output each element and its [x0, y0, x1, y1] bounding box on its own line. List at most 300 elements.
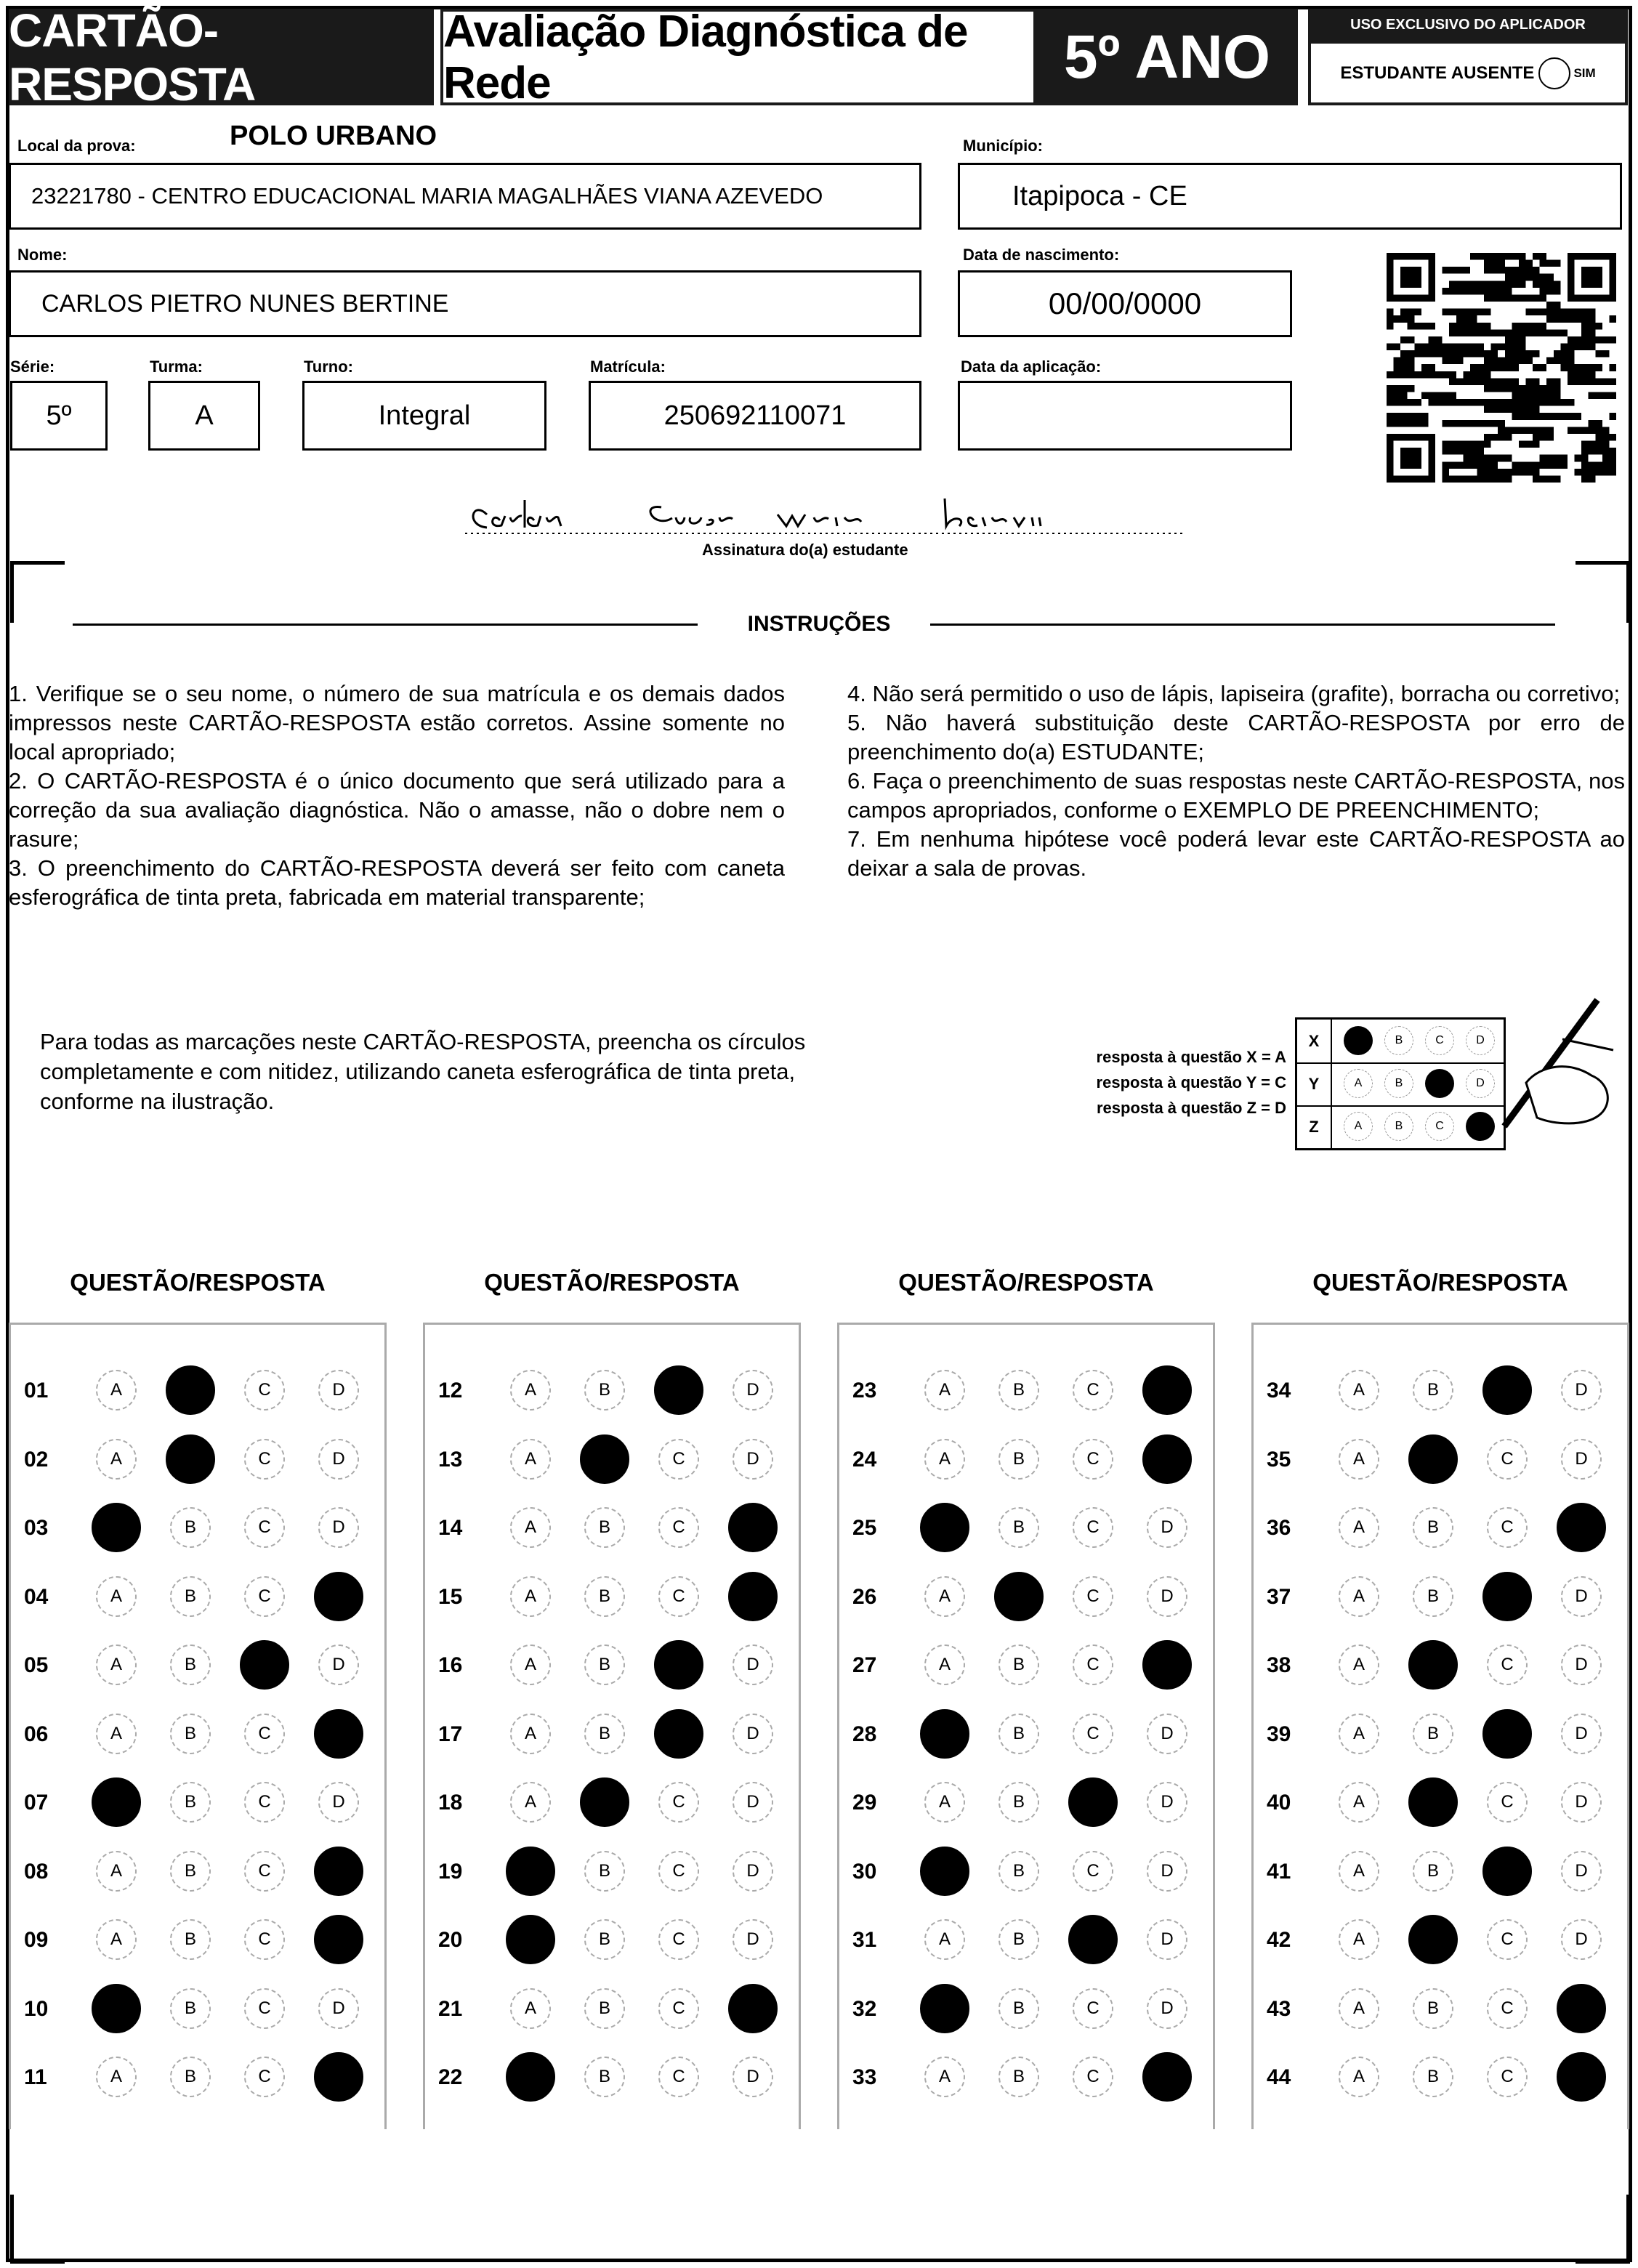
answer-bubble-a[interactable]: A	[924, 1439, 965, 1480]
answer-bubble-b[interactable]: B	[998, 1714, 1039, 1754]
answer-bubble-b[interactable]	[580, 1777, 629, 1827]
question-row	[11, 1714, 389, 1757]
answer-bubble-d[interactable]	[728, 1503, 778, 1552]
answer-bubble-d[interactable]	[314, 1709, 363, 1759]
answer-bubble-d[interactable]: D	[733, 1714, 773, 1754]
answer-bubble-d[interactable]	[1557, 1503, 1606, 1552]
example-legend-line: resposta à questão Z = D	[1096, 1099, 1286, 1117]
answer-bubble-a[interactable]: A	[510, 1782, 551, 1823]
answer-bubble-c[interactable]: C	[1073, 1507, 1113, 1548]
answer-bubble-a[interactable]	[92, 1984, 141, 2033]
question-row	[11, 1644, 389, 1688]
question-row	[11, 1507, 389, 1551]
answer-bubble-d[interactable]: D	[1147, 1576, 1187, 1617]
question-row	[1254, 1576, 1631, 1620]
turma-value: A	[195, 400, 214, 431]
answer-bubble-b[interactable]: B	[584, 1919, 625, 1960]
serie-label: Série:	[10, 358, 55, 376]
answer-bubble-c[interactable]	[654, 1709, 703, 1759]
question-number: 21	[438, 1996, 463, 2021]
question-row	[425, 1988, 803, 2032]
answer-bubble-d[interactable]: D	[1147, 1988, 1187, 2029]
answer-bubble-c[interactable]: C	[1073, 1988, 1113, 2029]
answer-bubble-d[interactable]: D	[318, 1439, 359, 1480]
answer-bubble-d[interactable]	[1557, 1984, 1606, 2033]
answer-bubble-a[interactable]: A	[510, 1370, 551, 1411]
question-number: 07	[24, 1791, 49, 1815]
answer-bubble-d[interactable]: D	[1147, 1782, 1187, 1823]
name-label: Nome:	[17, 246, 68, 264]
answer-bubble-b[interactable]: B	[170, 2057, 211, 2097]
answer-bubble-a[interactable]: A	[510, 1988, 551, 2029]
answer-bubble-d[interactable]: D	[733, 1782, 773, 1823]
answer-bubble-a[interactable]: A	[1339, 2057, 1379, 2097]
example-question-label: Z	[1297, 1105, 1332, 1148]
answer-bubble-d[interactable]	[314, 1915, 363, 1964]
answer-bubble-c[interactable]: C	[244, 1507, 285, 1548]
example-bubble-d: D	[1466, 1069, 1495, 1098]
answer-bubble-c[interactable]: C	[1487, 1782, 1528, 1823]
answer-bubble-b[interactable]: B	[584, 1644, 625, 1685]
answer-bubble-c[interactable]: C	[1073, 1439, 1113, 1480]
question-number: 32	[852, 1996, 877, 2021]
answer-bubble-d[interactable]: D	[733, 1439, 773, 1480]
dob-value: 00/00/0000	[1048, 286, 1202, 320]
question-number: 03	[24, 1516, 49, 1540]
question-row	[839, 1919, 1217, 1963]
question-row	[839, 1714, 1217, 1757]
example-row	[1297, 1105, 1504, 1148]
turno-value: Integral	[378, 400, 471, 431]
answer-bubble-b[interactable]: B	[170, 1919, 211, 1960]
question-number: 37	[1267, 1584, 1291, 1609]
answer-bubble-d[interactable]: D	[1561, 1644, 1602, 1685]
answer-bubble-a[interactable]: A	[1339, 1988, 1379, 2029]
answer-bubble-d[interactable]	[314, 1847, 363, 1896]
question-row	[1254, 1370, 1631, 1413]
answer-bubble-c[interactable]: C	[244, 1988, 285, 2029]
question-number: 44	[1267, 2065, 1291, 2089]
serie-value: 5º	[46, 400, 72, 431]
absent-box	[1308, 41, 1628, 105]
answer-bubble-d[interactable]	[1142, 2052, 1192, 2102]
question-number: 11	[24, 2065, 47, 2089]
question-row	[839, 1439, 1217, 1482]
question-row	[11, 1439, 389, 1482]
answer-bubble-b[interactable]	[1408, 1640, 1458, 1690]
answer-bubble-a[interactable]: A	[924, 1644, 965, 1685]
answer-column	[1251, 1323, 1629, 2129]
example-legend	[1025, 1044, 1286, 1121]
question-number: 36	[1267, 1516, 1291, 1540]
question-row	[1254, 1919, 1631, 1963]
answer-bubble-b[interactable]: B	[170, 1851, 211, 1892]
question-number: 14	[438, 1516, 463, 1540]
answer-bubble-a[interactable]	[920, 1503, 969, 1552]
question-number: 38	[1267, 1653, 1291, 1677]
answer-bubble-d[interactable]: D	[318, 1644, 359, 1685]
turno-field	[302, 381, 546, 451]
question-row	[11, 1919, 389, 1963]
instruction-item: 1. Verifique se o seu nome, o número de sua matrícula e os demais dados impressos neste CARTÃO-RESPOSTA estão corretos. Assine somente no local apropriado;	[9, 681, 785, 764]
answer-bubble-b[interactable]: B	[998, 1919, 1039, 1960]
answer-bubble-d[interactable]: D	[1561, 1439, 1602, 1480]
answer-bubble-c[interactable]: C	[1073, 1644, 1113, 1685]
answer-bubble-b[interactable]: B	[998, 2057, 1039, 2097]
answer-bubble-b[interactable]	[1408, 1915, 1458, 1964]
matricula-label: Matrícula:	[590, 358, 666, 376]
example-bubble-b: B	[1384, 1069, 1413, 1098]
answer-bubble-a[interactable]	[920, 1709, 969, 1759]
answer-bubble-a[interactable]: A	[1339, 1439, 1379, 1480]
answer-bubble-c[interactable]: C	[244, 1439, 285, 1480]
answer-bubble-a[interactable]: A	[96, 1370, 137, 1411]
example-bubble-a	[1344, 1026, 1373, 1055]
question-row	[839, 1851, 1217, 1894]
question-number: 04	[24, 1584, 49, 1609]
answer-bubble-c[interactable]: C	[244, 1782, 285, 1823]
answer-bubble-a[interactable]: A	[924, 1782, 965, 1823]
answer-bubble-d[interactable]: D	[733, 1919, 773, 1960]
answer-bubble-c[interactable]: C	[1073, 1714, 1113, 1754]
answer-bubble-a[interactable]: A	[510, 1576, 551, 1617]
answer-bubble-d[interactable]	[1142, 1640, 1192, 1690]
question-row	[425, 1714, 803, 1757]
answer-bubble-d[interactable]: D	[318, 1507, 359, 1548]
answer-column-title: QUESTÃO/RESPOSTA	[70, 1269, 326, 1296]
signature-label: Assinatura do(a) estudante	[702, 541, 908, 559]
answer-bubble-c[interactable]	[1068, 1777, 1118, 1827]
answer-bubble-a[interactable]: A	[1339, 1576, 1379, 1617]
answer-bubble-a[interactable]	[920, 1984, 969, 2033]
answer-bubble-b[interactable]	[994, 1572, 1044, 1621]
answer-bubble-d[interactable]	[314, 1572, 363, 1621]
answer-bubble-c[interactable]: C	[244, 1370, 285, 1411]
absent-circle[interactable]	[1538, 57, 1570, 89]
answer-bubble-c[interactable]: C	[244, 1714, 285, 1754]
answer-bubble-d[interactable]: D	[1147, 1714, 1187, 1754]
year-badge: 5º ANO	[1036, 9, 1298, 105]
answer-bubble-b[interactable]	[166, 1365, 215, 1415]
answer-bubble-b[interactable]: B	[998, 1988, 1039, 2029]
question-row	[11, 1576, 389, 1620]
corner-mark-br	[1576, 2195, 1630, 2264]
answer-bubble-b[interactable]: B	[998, 1439, 1039, 1480]
question-number: 30	[852, 1859, 877, 1884]
answer-bubble-d[interactable]: D	[733, 1851, 773, 1892]
local-label: Local da prova:	[17, 137, 136, 155]
name-value: CARLOS PIETRO NUNES BERTINE	[41, 289, 449, 318]
answer-bubble-a[interactable]: A	[510, 1644, 551, 1685]
answer-bubble-c[interactable]: C	[658, 1782, 699, 1823]
answer-bubble-a[interactable]	[506, 1915, 555, 1964]
name-field	[9, 270, 921, 337]
municipio-field	[958, 163, 1622, 230]
answer-bubble-b[interactable]: B	[170, 1576, 211, 1617]
answer-bubble-d[interactable]: D	[1561, 1370, 1602, 1411]
question-number: 42	[1267, 1928, 1291, 1952]
answer-bubble-c[interactable]	[654, 1640, 703, 1690]
answer-bubble-c[interactable]: C	[658, 1576, 699, 1617]
answer-bubble-c[interactable]: C	[1073, 1851, 1113, 1892]
question-row	[425, 1644, 803, 1688]
answer-bubble-b[interactable]: B	[584, 1370, 625, 1411]
answer-bubble-c[interactable]	[240, 1640, 289, 1690]
example-question-label: Y	[1297, 1062, 1332, 1105]
answer-bubble-a[interactable]	[920, 1847, 969, 1896]
question-row	[1254, 1851, 1631, 1894]
question-row	[11, 1988, 389, 2032]
answer-bubble-c[interactable]: C	[1487, 1988, 1528, 2029]
question-number: 15	[438, 1584, 463, 1609]
instructions-left	[9, 679, 785, 912]
answer-bubble-b[interactable]: B	[584, 1714, 625, 1754]
answer-bubble-c[interactable]	[1068, 1915, 1118, 1964]
answer-bubble-d[interactable]	[728, 1984, 778, 2033]
answer-bubble-c[interactable]: C	[244, 1576, 285, 1617]
instruction-item: 5. Não haverá substituição deste CARTÃO-RESPOSTA por erro de preenchimento do(a) ESTUDANTE;	[847, 710, 1625, 764]
question-number: 25	[852, 1516, 877, 1540]
question-number: 23	[852, 1379, 877, 1403]
instruction-item: 7. Em nenhuma hipótese você poderá levar este CARTÃO-RESPOSTA ao deixar a sala de provas.	[847, 826, 1625, 881]
answer-bubble-b[interactable]: B	[1413, 1988, 1453, 2029]
example-bubble-d: D	[1466, 1026, 1495, 1055]
example-bubble-a: A	[1344, 1069, 1373, 1098]
answer-bubble-d[interactable]: D	[733, 1370, 773, 1411]
answer-bubble-c[interactable]: C	[244, 2057, 285, 2097]
absent-label: ESTUDANTE AUSENTE	[1340, 62, 1535, 83]
answer-bubble-d[interactable]	[1557, 2052, 1606, 2102]
question-number: 27	[852, 1653, 877, 1677]
corner-mark-bl	[10, 2195, 65, 2264]
answer-bubble-a[interactable]: A	[96, 1439, 137, 1480]
answer-column-title: QUESTÃO/RESPOSTA	[898, 1269, 1154, 1296]
answer-bubble-d[interactable]: D	[1561, 1714, 1602, 1754]
answer-bubble-d[interactable]: D	[733, 2057, 773, 2097]
turno-label: Turno:	[304, 358, 354, 376]
instruction-item: 3. O preenchimento do CARTÃO-RESPOSTA deverá ser feito com caneta esferográfica de tinta preta, fabricada em material transparente;	[9, 855, 785, 910]
answer-bubble-b[interactable]: B	[170, 1644, 211, 1685]
question-row	[839, 1576, 1217, 1620]
answer-bubble-c[interactable]	[1482, 1365, 1532, 1415]
answer-bubble-b[interactable]: B	[1413, 2057, 1453, 2097]
answer-bubble-c[interactable]: C	[244, 1851, 285, 1892]
answer-bubble-c[interactable]: C	[658, 1988, 699, 2029]
serie-field	[10, 381, 108, 451]
question-number: 34	[1267, 1379, 1291, 1403]
question-number: 22	[438, 2065, 463, 2089]
answer-bubble-a[interactable]	[92, 1503, 141, 1552]
answer-bubble-c[interactable]: C	[1073, 2057, 1113, 2097]
answer-bubble-b[interactable]	[166, 1434, 215, 1484]
answer-bubble-d[interactable]	[1142, 1434, 1192, 1484]
answer-bubble-c[interactable]: C	[658, 1507, 699, 1548]
answer-bubble-a[interactable]: A	[1339, 1919, 1379, 1960]
answer-column	[423, 1323, 801, 2129]
example-legend-line: resposta à questão X = A	[1096, 1048, 1286, 1066]
answer-bubble-c[interactable]: C	[1487, 1919, 1528, 1960]
answer-bubble-b[interactable]: B	[998, 1507, 1039, 1548]
matricula-value: 250692110071	[663, 400, 847, 431]
answer-bubble-c[interactable]: C	[1487, 2057, 1528, 2097]
answer-bubble-d[interactable]: D	[318, 1782, 359, 1823]
applicator-panel	[1308, 9, 1628, 105]
answer-bubble-b[interactable]: B	[584, 1851, 625, 1892]
example-grid	[1295, 1017, 1506, 1150]
question-row	[11, 1370, 389, 1413]
answer-bubble-c[interactable]: C	[1073, 1370, 1113, 1411]
example-bubble-c: C	[1425, 1026, 1454, 1055]
answer-bubble-a[interactable]: A	[96, 1851, 137, 1892]
answer-bubble-a[interactable]	[92, 1777, 141, 1827]
answer-bubble-d[interactable]: D	[1147, 1507, 1187, 1548]
question-row	[425, 1576, 803, 1620]
applicator-heading: USO EXCLUSIVO DO APLICADOR	[1308, 9, 1628, 41]
answer-bubble-a[interactable]: A	[510, 1507, 551, 1548]
answer-bubble-a[interactable]: A	[510, 1714, 551, 1754]
answer-bubble-a[interactable]: A	[1339, 1644, 1379, 1685]
example-bubble-c	[1425, 1069, 1454, 1098]
question-row	[1254, 1714, 1631, 1757]
question-row	[1254, 1439, 1631, 1482]
answer-bubble-d[interactable]: D	[1561, 1576, 1602, 1617]
answer-bubble-b[interactable]: B	[170, 1988, 211, 2029]
answer-bubble-d[interactable]: D	[1561, 1851, 1602, 1892]
answer-bubble-c[interactable]	[1482, 1847, 1532, 1896]
answer-bubble-a[interactable]: A	[924, 1576, 965, 1617]
answer-bubble-a[interactable]: A	[924, 1919, 965, 1960]
answer-bubble-a[interactable]: A	[1339, 1714, 1379, 1754]
answer-bubble-c[interactable]: C	[1487, 1439, 1528, 1480]
question-number: 29	[852, 1791, 877, 1815]
answer-bubble-b[interactable]: B	[1413, 1576, 1453, 1617]
answer-bubble-a[interactable]: A	[1339, 1782, 1379, 1823]
answer-bubble-a[interactable]: A	[924, 1370, 965, 1411]
answer-bubble-c[interactable]	[654, 1365, 703, 1415]
answer-bubble-c[interactable]: C	[1487, 1507, 1528, 1548]
question-number: 39	[1267, 1722, 1291, 1746]
question-number: 18	[438, 1791, 463, 1815]
answer-bubble-a[interactable]: A	[924, 2057, 965, 2097]
answer-bubble-c[interactable]: C	[658, 1919, 699, 1960]
answer-bubble-d[interactable]: D	[318, 1988, 359, 2029]
answer-bubble-d[interactable]: D	[1561, 1919, 1602, 1960]
answer-bubble-d[interactable]	[1142, 1365, 1192, 1415]
answer-bubble-b[interactable]: B	[170, 1507, 211, 1548]
student-signature	[465, 485, 1185, 544]
answer-bubble-a[interactable]: A	[96, 1919, 137, 1960]
answer-bubble-b[interactable]	[1408, 1777, 1458, 1827]
question-row	[839, 2057, 1217, 2100]
question-number: 16	[438, 1653, 463, 1677]
answer-bubble-b[interactable]: B	[998, 1644, 1039, 1685]
answer-bubble-b[interactable]: B	[584, 2057, 625, 2097]
answer-bubble-a[interactable]: A	[96, 1714, 137, 1754]
answer-bubble-c[interactable]: C	[658, 1439, 699, 1480]
question-number: 06	[24, 1722, 49, 1746]
question-row	[1254, 1988, 1631, 2032]
question-number: 20	[438, 1928, 463, 1952]
turma-label: Turma:	[150, 358, 203, 376]
answer-bubble-b[interactable]: B	[584, 1988, 625, 2029]
answer-bubble-d[interactable]: D	[1561, 1782, 1602, 1823]
answer-bubble-c[interactable]: C	[1073, 1576, 1113, 1617]
aplicacao-field	[958, 381, 1292, 451]
answer-bubble-b[interactable]: B	[170, 1782, 211, 1823]
question-number: 26	[852, 1584, 877, 1609]
card-title: CARTÃO-RESPOSTA	[9, 9, 434, 105]
answer-bubble-b[interactable]: B	[1413, 1370, 1453, 1411]
answer-bubble-b[interactable]: B	[584, 1576, 625, 1617]
answer-bubble-a[interactable]: A	[510, 1439, 551, 1480]
example-question-label: X	[1297, 1020, 1332, 1062]
answer-bubble-d[interactable]	[314, 2052, 363, 2102]
answer-bubble-a[interactable]: A	[1339, 1851, 1379, 1892]
question-row	[425, 1439, 803, 1482]
answer-bubble-c[interactable]: C	[658, 1851, 699, 1892]
answer-bubble-c[interactable]	[1482, 1709, 1532, 1759]
answer-bubble-a[interactable]: A	[1339, 1507, 1379, 1548]
answer-bubble-b[interactable]: B	[998, 1782, 1039, 1823]
answer-bubble-b[interactable]	[580, 1434, 629, 1484]
fill-instruction: Para todas as marcações neste CARTÃO-RESPOSTA, preencha os círculos completamente e com nitidez, utilizando caneta esferográfica de tinta preta, conforme na ilustração.	[40, 1029, 806, 1114]
answer-bubble-d[interactable]: D	[318, 1370, 359, 1411]
answer-bubble-c[interactable]: C	[658, 2057, 699, 2097]
instructions-right	[847, 679, 1625, 883]
pen-hand-icon	[1475, 996, 1621, 1141]
answer-bubble-a[interactable]: A	[96, 2057, 137, 2097]
instruction-item: 6. Faça o preenchimento de suas respostas neste CARTÃO-RESPOSTA, nos campos apropriados, conforme o EXEMPLO DE PREENCHIMENTO;	[847, 768, 1625, 823]
example-row	[1297, 1062, 1504, 1107]
answer-bubble-a[interactable]	[506, 2052, 555, 2102]
question-number: 05	[24, 1653, 49, 1677]
answer-bubble-c[interactable]: C	[1487, 1644, 1528, 1685]
answer-bubble-a[interactable]: A	[1339, 1370, 1379, 1411]
instructions-title: INSTRUÇÕES	[747, 612, 891, 636]
answer-bubble-b[interactable]: B	[170, 1714, 211, 1754]
answer-bubble-d[interactable]: D	[733, 1644, 773, 1685]
answer-bubble-a[interactable]: A	[96, 1644, 137, 1685]
answer-bubble-b[interactable]: B	[998, 1851, 1039, 1892]
question-row	[839, 1370, 1217, 1413]
answer-bubble-d[interactable]: D	[1147, 1851, 1187, 1892]
answer-bubble-b[interactable]: B	[1413, 1851, 1453, 1892]
aplicacao-label: Data da aplicação:	[961, 358, 1102, 376]
answer-bubble-c[interactable]	[1482, 1572, 1532, 1621]
answer-column	[837, 1323, 1215, 2129]
answer-column-title: QUESTÃO/RESPOSTA	[484, 1269, 740, 1296]
question-number: 31	[852, 1928, 877, 1952]
answer-bubble-b[interactable]	[1408, 1434, 1458, 1484]
question-row	[1254, 1507, 1631, 1551]
question-row	[839, 1782, 1217, 1825]
matricula-field	[589, 381, 921, 451]
answer-bubble-c[interactable]: C	[244, 1919, 285, 1960]
answer-bubble-b[interactable]: B	[1413, 1507, 1453, 1548]
answer-bubble-d[interactable]	[728, 1572, 778, 1621]
answer-bubble-b[interactable]: B	[1413, 1714, 1453, 1754]
qr-code-icon	[1387, 253, 1616, 483]
answer-bubble-b[interactable]: B	[998, 1370, 1039, 1411]
answer-bubble-a[interactable]	[506, 1847, 555, 1896]
dob-field	[958, 270, 1292, 337]
question-row	[425, 1507, 803, 1551]
question-row	[1254, 1644, 1631, 1688]
instruction-item: 2. O CARTÃO-RESPOSTA é o único documento que será utilizado para a correção da sua avaliação diagnóstica. Não o amasse, não o dobre nem o rasure;	[9, 768, 785, 852]
answer-bubble-a[interactable]: A	[96, 1576, 137, 1617]
answer-bubble-b[interactable]: B	[584, 1507, 625, 1548]
answer-bubble-d[interactable]: D	[1147, 1919, 1187, 1960]
